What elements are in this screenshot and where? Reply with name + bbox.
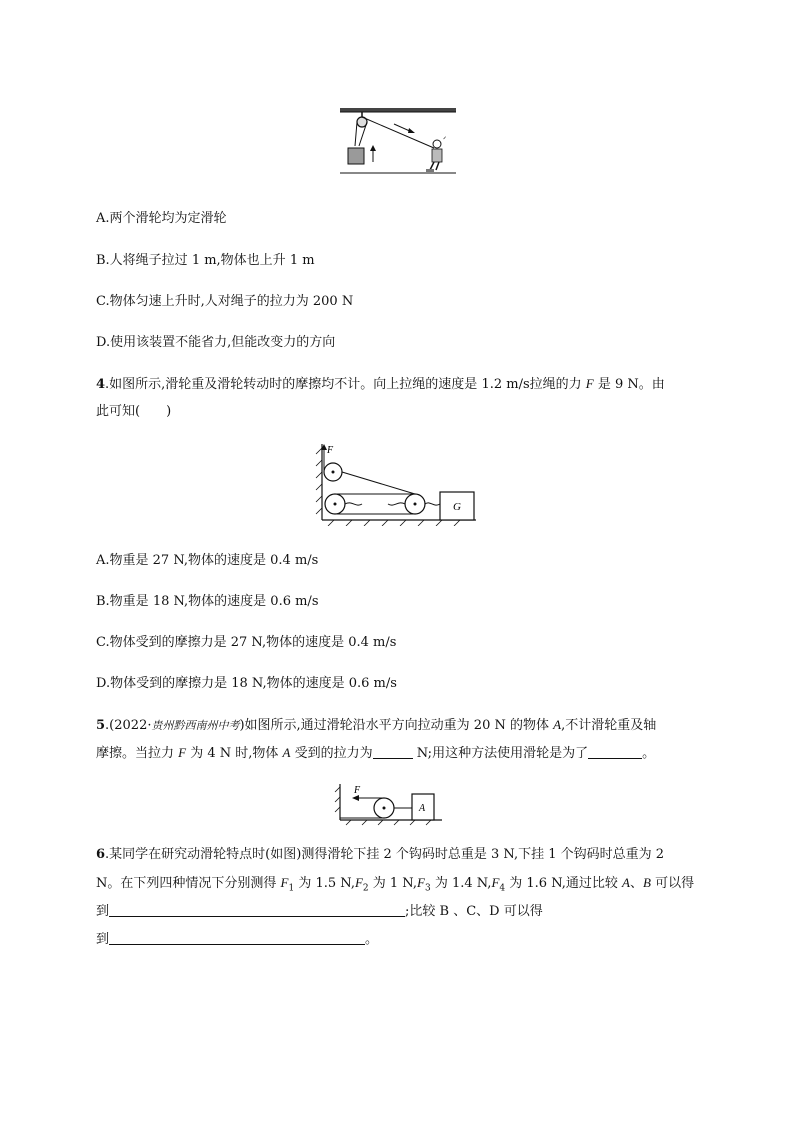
figure-q5-pulley (334, 780, 446, 826)
q4-stem-text: .如图所示,滑轮重及滑轮转动时的摩擦均不计。向上拉绳的速度是 1.2 m/s拉绳的力 (105, 377, 586, 392)
q6-sep: 、 (629, 876, 643, 891)
figure-q5-label-a: A (419, 803, 426, 814)
q6-line2-end: 可以得 (650, 876, 695, 891)
q5-line2-d: N;用这种方法使用滑轮是为了 (412, 746, 589, 761)
figure-q4-label-f: F (327, 445, 334, 456)
q6-v2: 为 1 N, (368, 876, 417, 891)
q6-f2-sub: 2 (362, 883, 369, 894)
q5-stem-line2 (96, 744, 655, 763)
q6-blank-2[interactable] (109, 931, 365, 945)
q5-f-label: F (178, 745, 187, 760)
q6-line2 (96, 874, 694, 893)
q3-option-d: D.使用该装置不能省力,但能改变力的方向 (96, 335, 336, 350)
q6-f4: F (491, 875, 500, 890)
q6-f2: F (354, 875, 363, 890)
q6-line4-a: 到 (96, 932, 110, 947)
q6-line3-a: 到 (96, 904, 110, 919)
q6-f3-sub: 3 (424, 883, 431, 894)
q4-number: 4 (96, 377, 106, 392)
q5-a-label-2: A (282, 745, 291, 760)
q3-option-b: B.人将绳子拉过 1 m,物体也上升 1 m (96, 253, 315, 268)
figure-q4-pulley-system (312, 440, 480, 526)
q5-source: 贵州黔西南州中考 (151, 719, 240, 732)
q5-a-label: A (553, 717, 562, 732)
q4-option-c: C.物体受到的摩擦力是 27 N,物体的速度是 0.4 m/s (96, 635, 397, 650)
q6-line1-text: .某同学在研究动滑轮特点时(如图)测得滑轮下挂 2 个钩码时总重是 3 N,下挂 1 个钩码时总重为 2 (105, 847, 665, 862)
figure-q4-label-g: G (453, 501, 461, 513)
q5-line2-b: 为 4 N 时,物体 (186, 746, 283, 761)
q5-number: 5 (96, 718, 106, 733)
q4-option-a: A.物重是 27 N,物体的速度是 0.4 m/s (96, 553, 319, 568)
q6-line4-b: 。 (365, 932, 379, 947)
q5-source-open: .(2022· (105, 718, 152, 733)
q6-line1 (96, 846, 664, 864)
q6-f3: F (417, 875, 425, 890)
q4-stem-line2: 此可知( ) (96, 404, 172, 419)
q4-stem-line1 (96, 375, 665, 394)
q6-line3-b: ;比较 B 、C、D 可以得 (405, 904, 543, 919)
figure-q5-label-f: F (354, 785, 361, 796)
svg-text:ᐟ: ᐟ (443, 135, 447, 144)
q6-v3: 为 1.4 N, (430, 876, 492, 891)
q6-f1: F (280, 875, 289, 890)
q3-option-a: A.两个滑轮均为定滑轮 (96, 211, 227, 226)
q4-stem-end: 是 9 N。由 (593, 377, 665, 392)
q6-line4 (96, 931, 378, 949)
q6-a: A (622, 875, 630, 890)
q5-blank-2[interactable] (588, 745, 642, 759)
q5-blank-1[interactable] (373, 745, 413, 759)
q5-stem-text: )如图所示,通过滑轮沿水平方向拉动重为 20 N 的物体 (239, 718, 554, 733)
q5-stem-line1 (96, 716, 656, 735)
q6-f1-sub: 1 (288, 883, 295, 894)
q5-line2-a: 摩擦。当拉力 (96, 746, 179, 761)
q4-stem-f: F (585, 376, 594, 391)
q6-number: 6 (96, 847, 106, 862)
q3-option-c: C.物体匀速上升时,人对绳子的拉力为 200 N (96, 294, 354, 309)
q6-v1: 为 1.5 N, (294, 876, 355, 891)
q4-option-d: D.物体受到的摩擦力是 18 N,物体的速度是 0.6 m/s (96, 676, 397, 691)
q6-blank-1[interactable] (109, 903, 405, 917)
figure-pulley-person (336, 104, 460, 180)
q5-line1-end: ,不计滑轮重及轴 (561, 718, 657, 733)
q6-b: B (642, 875, 651, 890)
q5-line2-c: 受到的拉力为 (290, 746, 373, 761)
q4-option-b: B.物重是 18 N,物体的速度是 0.6 m/s (96, 594, 319, 609)
q6-f4-sub: 4 (499, 883, 506, 894)
q6-line3 (96, 903, 543, 921)
q6-line2-a: N。在下列四种情况下分别测得 (96, 876, 281, 891)
q5-line2-e: 。 (642, 746, 656, 761)
q6-v4: 为 1.6 N,通过比较 (505, 876, 623, 891)
